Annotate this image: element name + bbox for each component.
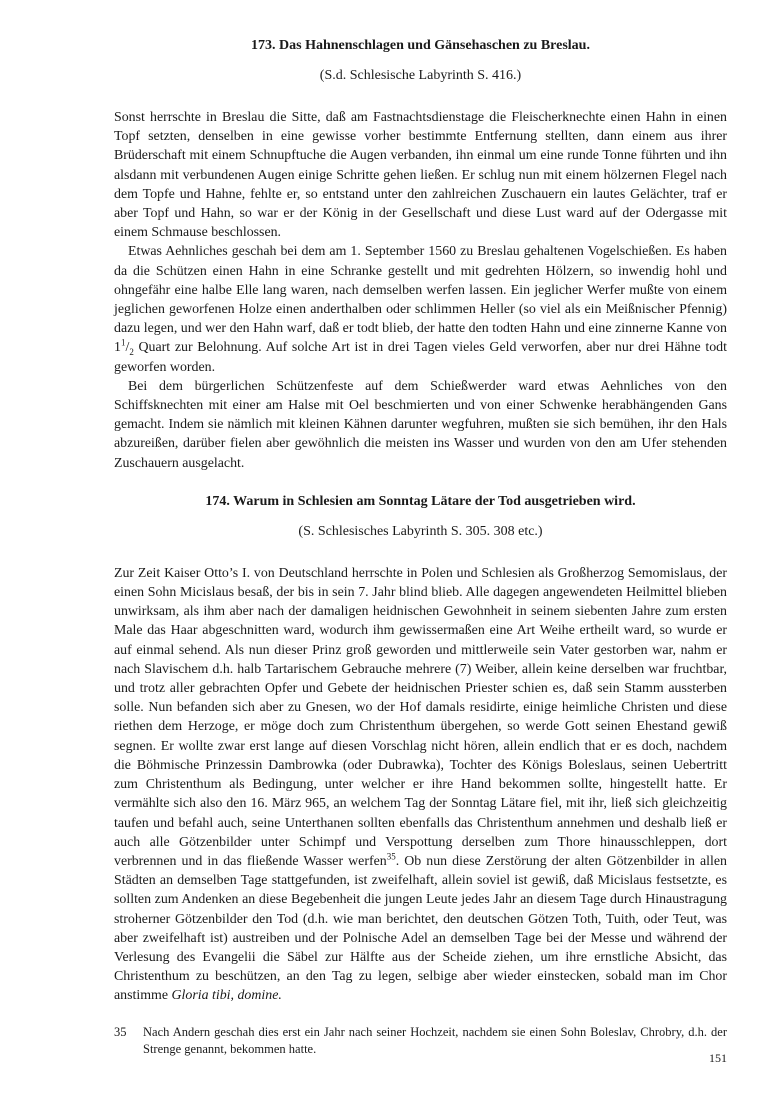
fraction-whole: 1 bbox=[114, 340, 121, 356]
paragraph-text: Etwas Aehnliches geschah bei dem am 1. September 1560 zu Breslau gehaltenen Vogelschießen. Es haben da die Schützen einen Hahn in eine Schranke gestellt und mit gedrehten Hölzern, so inwendig hohl und ohngefähr eine halbe Elle lang waren, nach demselben werfen lassen. Ein jeglicher Werfer mußte von einem jeglichen geworfenen Holze einen anderthalben oder schlimmen Heller (so viel als ein Meißnischer Pfennig) dazu legen, und wer den Hahn warf, daß er todt blieb, der hatte den todten Hahn und eine zinnerne Kanne von bbox=[114, 244, 727, 337]
paragraph: Sonst herrschte in Breslau die Sitte, daß am Fastnachtsdienstage die Fleischerknechte einen Hahn in einen Topf setzten, denselben in eine gewisse vorher bestimmte Entfernung stellten, dann einem aus ihrer Brüderschaft mit einem Schnupftuche die Augen verbanden, ihn einmal um eine runde Tonne führten und ihn alsdann mit verbundenen Augen einige Schritte gehen ließen. Er schlug nun mit einem hölzernen Flegel nach dem Topfe und Hahne, fehlte er, so entstand unter den zahlreichen Zuschauern ein lautes Gelächter, traf er aber Topf und Hahn, so war er der König in der Gesellschaft und diese Lust ward auf der Odergasse mit einem Schmause beschlossen. bbox=[114, 110, 727, 241]
paragraph bbox=[114, 242, 727, 376]
fraction: $1^1/_2$ bbox=[114, 337, 134, 358]
section-heading: 174. Warum in Schlesien am Sonntag Lätare der Tod ausgetrieben wird. bbox=[205, 493, 636, 509]
footnote-text: Nach Andern geschah dies erst ein Jahr nach seiner Hochzeit, nachdem sie einen Sohn Boleslav, Chrobry, d.h. der Strenge genannt, bekommen hatte. bbox=[143, 1024, 727, 1057]
paragraph-text: Zur Zeit Kaiser Otto’s I. von Deutschland herrschte in Polen und Schlesien als Großherzog Semomislaus, der einen Sohn Micislaus besaß, der bis in sein 7. Jahr blind blieb. Alle dagegen angewendeten Heilmittel blieben unwirksam, als ihm aber nach der damaligen heidnischen Gewohnheit in seinem siebenten Jahre zum ersten Male das Haar abgeschnitten ward, wodurch ihm gewissermaßen eine Art Weihe ertheilt ward, so wurde er auf einmal sehend. Als nun dieser Prinz groß geworden und mittlerweile sein Vater gestorben war, nahm er nach Slavischem d.h. halb Tartarischem Gebrauche mehrere (7) Weiber, allein keine derselben war fruchtbar, und trotz aller gebrachten Opfer und Gebete der heidnischen Priester schien es, daß sein Stamm aussterben solle. Nun befanden sich aber zu Gnesen, wo der Hof damals residirte, einige heimliche Christen und diese riethen dem Herzoge, er möge doch zum Christenthum übergehen, so werde Gott seinen Ehestand gewiß segnen. Er wollte zwar erst lange auf diesen Vorschlag nicht hören, allein endlich that er es doch, nachdem die Böhmische Prinzessin Dambrowka (oder Dubrawka), Tochter des Königs Boleslaus, seinen Uebertritt zum Christenthum als Bedingung, unter welcher er ihre Hand bekommen sollte, hingestellt hatte. Er vermählte sich also den 16. März 965, an welchem Tag der Sonntag Lätare fiel, mit ihr, ließ sich gleichzeitig taufen und befahl auch, seine Unterthanen sollten ebenfalls das Christenthum annehmen und deshalb ließ er auch alle Götzenbilder unter Schimpf und Verspottung derselben zum Thore hinausschleppen, dort verbrennen und in das fließende Wasser werfen bbox=[114, 565, 727, 869]
section-body bbox=[114, 108, 727, 473]
section-source: (S. Schlesisches Labyrinth S. 305. 308 etc.) bbox=[298, 523, 543, 539]
section-source: (S.d. Schlesische Labyrinth S. 416.) bbox=[319, 68, 522, 83]
fraction-denominator: 2 bbox=[129, 347, 134, 358]
section-heading: 173. Das Hahnenschlagen und Gänsehaschen zu Breslau. bbox=[251, 38, 590, 53]
footnote-reference[interactable]: 35 bbox=[386, 851, 396, 862]
footnote-number: 35 bbox=[114, 1024, 127, 1039]
italic-phrase: Gloria tibi, domine. bbox=[171, 988, 282, 1004]
paragraph bbox=[114, 564, 727, 1006]
footnote bbox=[114, 1024, 727, 1059]
section-173 bbox=[114, 36, 727, 473]
paragraph: Bei dem bürgerlichen Schützenfeste auf dem Schießwerder ward etwas Aehnliches von den Schiffsknechten mit einer am Halse mit Oel beschmierten und von einer Schwenke herabhängenden Gans gemacht. Indem sie nämlich mit kleinen Kähnen darunter wegfuhren, mußten sie sich bemühen, ihr den Hals abzureißen, darüber fielen aber gewöhnlich die meisten ins Wasser und wurden von den am Ufer stehenden Zuschauern ausgelacht. bbox=[114, 378, 727, 471]
paragraph-text: Quart zur Belohnung. Auf solche Art ist in drei Tagen vieles Geld verworfen, aber nur drei Hähne todt geworfen worden. bbox=[114, 340, 727, 375]
section-174 bbox=[114, 492, 727, 1006]
fraction-numerator: 1 bbox=[120, 337, 126, 348]
section-body bbox=[114, 564, 727, 1006]
page-number: 151 bbox=[709, 1051, 727, 1065]
page-content bbox=[114, 36, 727, 1059]
paragraph-text: . Ob nun diese Zerstörung der alten Götzenbilder in allen Städten an demselben Tage stattgefunden, ist zweifelhaft, allein soviel ist gewiß, daß Micislaus festsetzte, es sollten zum Andenken an diese Begebenheit die jungen Leute jedes Jahr an diesem Tage durch Hinaustragung stroherner Götzenbilder den Tod (d.h. wie man berichtet, den deutschen Götzen Toth, Tuith, oder Teut, was aber zweifelhaft ist) austreiben und der Polnische Adel an demselben Tage bei der Messe und während der Verlesung des Evangelii die Säbel zur Hälfte aus der Scheide ziehen, um ihre ernstliche Absicht, das Christenthum zu beschützen, an den Tag zu legen, selbige aber wieder einstecken, sobald man im Chor anstimme bbox=[114, 853, 727, 1004]
